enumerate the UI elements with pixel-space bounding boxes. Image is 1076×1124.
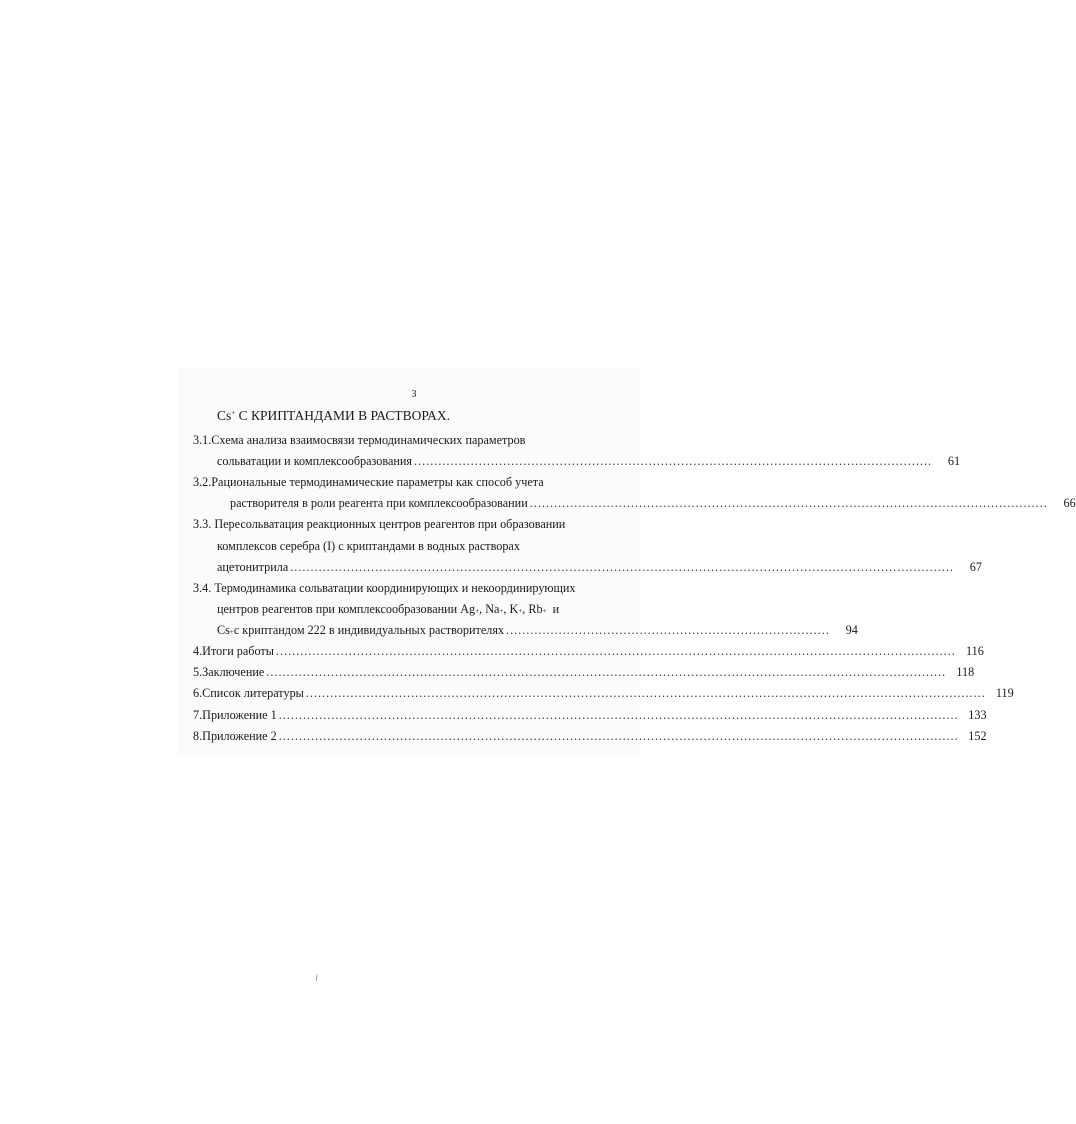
comma: ,	[479, 602, 483, 616]
comma: ,	[503, 602, 507, 616]
heading-text: С КРИПТАНДАМИ В РАСТВОРАХ.	[235, 408, 451, 423]
dot-leader: ................................................................................................................................	[414, 454, 933, 468]
toc-item[interactable]	[193, 727, 987, 745]
toc-item-number: 6.	[193, 686, 203, 700]
heading-ion: Cs	[217, 408, 232, 423]
toc-item-page: 116	[965, 644, 984, 658]
ion-k: K	[509, 602, 519, 616]
toc-3-3-line1: 3.3. Пересольватация реакционных центров реагентов при образовании	[193, 517, 566, 531]
toc-3-1-title	[193, 431, 525, 449]
toc-item[interactable]	[193, 706, 987, 724]
toc-item-number: 8.	[193, 729, 203, 743]
toc-3-3-title	[193, 515, 565, 533]
toc-item-label: Заключение	[202, 665, 265, 679]
dot-leader: ....................................................................................................................................................................	[290, 560, 954, 574]
toc-3-3-line2-row	[217, 537, 520, 555]
toc-3-2-title	[193, 473, 544, 491]
ion-na: Na	[485, 602, 500, 616]
toc-item[interactable]	[193, 684, 1014, 702]
toc-item-page: 152	[968, 729, 987, 743]
toc-item-page: 119	[995, 686, 1014, 700]
toc-3-2-line1: 3.2.Рациональные термодинамические параметры как способ учета	[193, 475, 544, 489]
heading-charge: +	[231, 409, 236, 417]
toc-item-label: Список литературы	[202, 686, 304, 700]
toc-3-4-line2-row: центров реагентов при комплексообразовании Ag + , Na + , K + , Rb + и	[217, 602, 560, 616]
toc-3-2-entry[interactable]	[230, 494, 1076, 512]
toc-item-number: 4.	[193, 644, 203, 658]
toc-3-1-line1: 3.1.Схема анализа взаимосвязи термодинамических параметров	[193, 433, 526, 447]
toc-3-1-page: 61	[947, 454, 961, 468]
toc-3-1-line2: сольватации и комплексообразования	[217, 454, 413, 468]
page-number: 3	[411, 389, 417, 400]
dot-leader: ........................................................................................................................................................................	[278, 729, 959, 743]
toc-item[interactable]	[193, 642, 984, 660]
toc-3-3-line2: комплексов серебра (I) с криптандами в водных растворах	[217, 539, 520, 553]
toc-3-3-line3: ацетонитрила	[217, 560, 289, 574]
toc-3-3-entry[interactable]	[217, 558, 982, 576]
toc-3-4-line1: 3.4. Термодинамика сольватации координирующих и некоординирующих	[193, 581, 576, 595]
dot-leader: ........................................................................................................................................................................	[278, 708, 959, 722]
stray-pen-mark: \	[312, 972, 320, 985]
toc-3-4-line2: центров реагентов при комплексообразовании Ag	[217, 602, 476, 616]
ion-rb: Rb	[528, 602, 543, 616]
dot-leader: ........................................................................................................................................................................	[275, 644, 956, 658]
toc-3-4-line3: с криптандом 222 в индивидуальных растворителях	[233, 623, 505, 637]
toc-3-4-page: 94	[845, 623, 858, 637]
toc-3-4-entry[interactable]: Cs + с криптандом 222 в индивидуальных растворителях ................................................................................ 94	[217, 623, 858, 637]
toc-item-label: Приложение 1	[202, 708, 277, 722]
dot-leader: ........................................................................................................................................................................	[305, 686, 986, 700]
toc-3-4-title	[193, 579, 576, 597]
dot-leader: ................................................................................................................................	[529, 496, 1048, 510]
conjunction: и	[552, 602, 560, 616]
toc-3-2-line2: растворителя в роли реагента при комплексообразовании	[230, 496, 528, 510]
toc-item-label: Приложение 2	[202, 729, 277, 743]
toc-item-page: 118	[956, 665, 975, 679]
toc-item-number: 7.	[193, 708, 203, 722]
toc-item-number: 5.	[193, 665, 203, 679]
comma: ,	[522, 602, 526, 616]
toc-3-2-page: 66	[1063, 496, 1076, 510]
toc-item-label: Итоги работы	[202, 644, 274, 658]
ion-cs: Cs	[217, 623, 230, 637]
dot-leader: ................................................................................	[506, 623, 830, 637]
dot-leader: ........................................................................................................................................................................	[266, 665, 947, 679]
toc-item-page: 133	[968, 708, 987, 722]
toc-item[interactable]	[193, 663, 975, 681]
continued-section-heading	[217, 408, 450, 424]
toc-3-3-page: 67	[969, 560, 982, 574]
toc-3-1-entry[interactable]	[217, 452, 961, 470]
